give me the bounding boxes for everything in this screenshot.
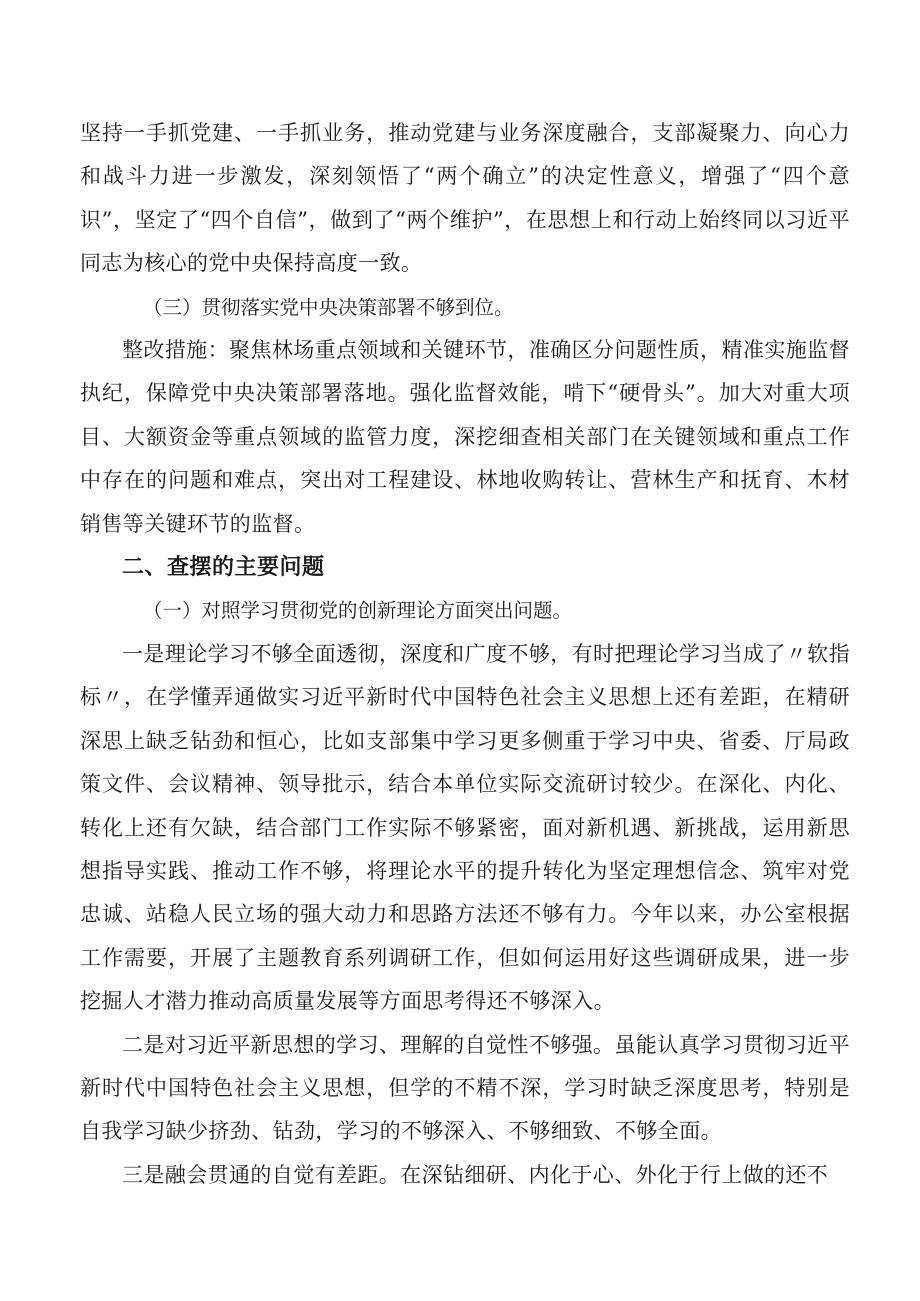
paragraph-theory-problem-one: 一是理论学习不够全面透彻，深度和广度不够，有时把理论学习当成了〃软指标〃，在学懂弄通做实习近平新时代中国特色社会主义思想上还有差距，在精研深思上缺乏钻劲和恒心，比如支部集中学习更多侧重于学习中央、省委、厅局政策文件、会议精神、领导批示，结合本单位实际交流研讨较少。在深化、内化、转化上还有欠缺，结合部门工作实际不够紧密，面对新机遇、新挑战，运用新思想指导实践、推动工作不够，将理论水平的提升转化为坚定理想信念、筑牢对党忠诚、站稳人民立场的强大动力和思路方法还不够有力。今年以来，办公室根据工作需要，开展了主题教育系列调研工作，但如何运用好这些调研成果，进一步挖掘人才潜力推动高质量发展等方面思考得还不够深入。 xyxy=(80,641,850,1014)
document-page xyxy=(80,112,850,1197)
paragraph-theory-problem-three: 三是融会贯通的自觉有差距。在深钻细研、内化于心、外化于行上做的还不 xyxy=(122,1162,829,1187)
paragraph-party-building: 坚持一手抓党建、一手抓业务，推动党建与业务深度融合，支部凝聚力、向心力和战斗力进一步激发，深刻领悟了“两个确立”的决定性意义，增强了“四个意识”，坚定了“四个自信”，做到了“两个维护”，在思想上和行动上始终同以习近平同志为核心的党中央保持高度一致。 xyxy=(80,121,850,276)
subheading-theory-study: （一）对照学习贯彻党的创新理论方面突出问题。 xyxy=(143,599,573,623)
paragraph-theory-problem-two: 二是对习近平新思想的学习、理解的自觉性不够强。虽能认真学习贯彻习近平新时代中国特色社会主义思想，但学的不精不深，学习时缺乏深度思考，特别是自我学习缺少挤劲、钻劲，学习的不够深入、不够细致、不够全面。 xyxy=(80,1032,850,1144)
subheading-implementation: （三）贯彻落实党中央决策部署不够到位。 xyxy=(143,295,514,319)
section-heading-main-problems: 二、查摆的主要问题 xyxy=(122,555,325,581)
paragraph-rectification-measures: 整改措施：聚焦林场重点领域和关键环节，准确区分问题性质，精准实施监督执纪，保障党中央决策部署落地。强化监督效能，啃下“硬骨头”。加大对重大项目、大额资金等重点领域的监管力度，深挖细查相关部门在关键领域和重点工作中存在的问题和难点，突出对工程建设、林地收购转让、营林生产和抚育、木材销售等关键环节的监督。 xyxy=(80,338,850,536)
